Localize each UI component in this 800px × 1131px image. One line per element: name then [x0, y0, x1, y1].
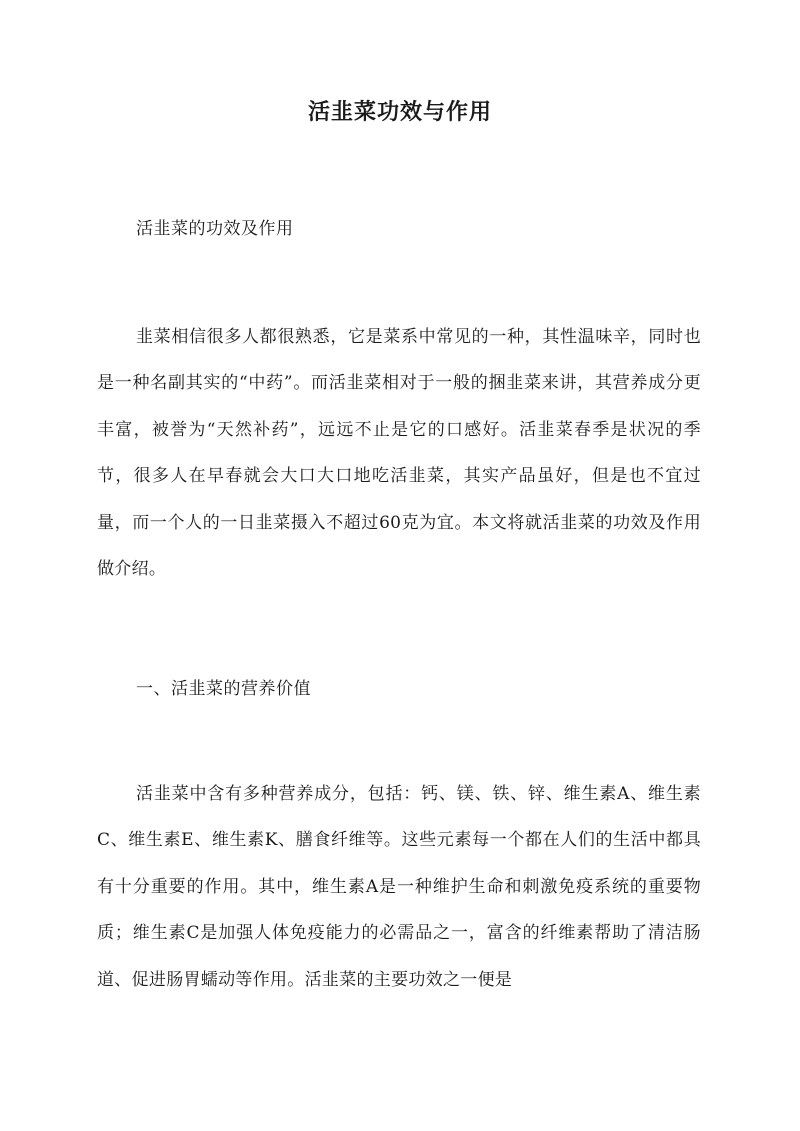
document-title: 活韭菜功效与作用	[307, 99, 492, 125]
intro-paragraph: 韭菜相信很多人都很熟悉，它是菜系中常见的一种，其性温味辛，同时也是一种名副其实的“中药”。而活韭菜相对于一般的捆韭菜来讲，其营养成分更丰富，被誉为“天然补药”，远远不止是它的口感好。活韭菜春季是状况的季节，很多人在早春就会大口大口地吃活韭菜，其实产品虽好，但是也不宜过量，而一个人的一日韭菜摄入不超过60克为宜。本文将就活韭菜的功效及作用做介绍。	[97, 327, 701, 580]
subheading-nutrition-value: 一、活韭菜的营养价值	[136, 679, 311, 699]
section-heading: 活韭菜的功效及作用	[136, 219, 294, 239]
nutrition-paragraph: 活韭菜中含有多种营养成分，包括：钙、镁、铁、锌、维生素A、维生素C、维生素E、维生素K、膳食纤维等。这些元素每一个都在人们的生活中都具有十分重要的作用。其中，维生素A是一种维护生命和刺激免疫系统的重要物质；维生素C是加强人体免疫能力的必需品之一，富含的纤维素帮助了清洁肠道、促进肠胃蠕动等作用。活韭菜的主要功效之一便是	[97, 784, 701, 990]
